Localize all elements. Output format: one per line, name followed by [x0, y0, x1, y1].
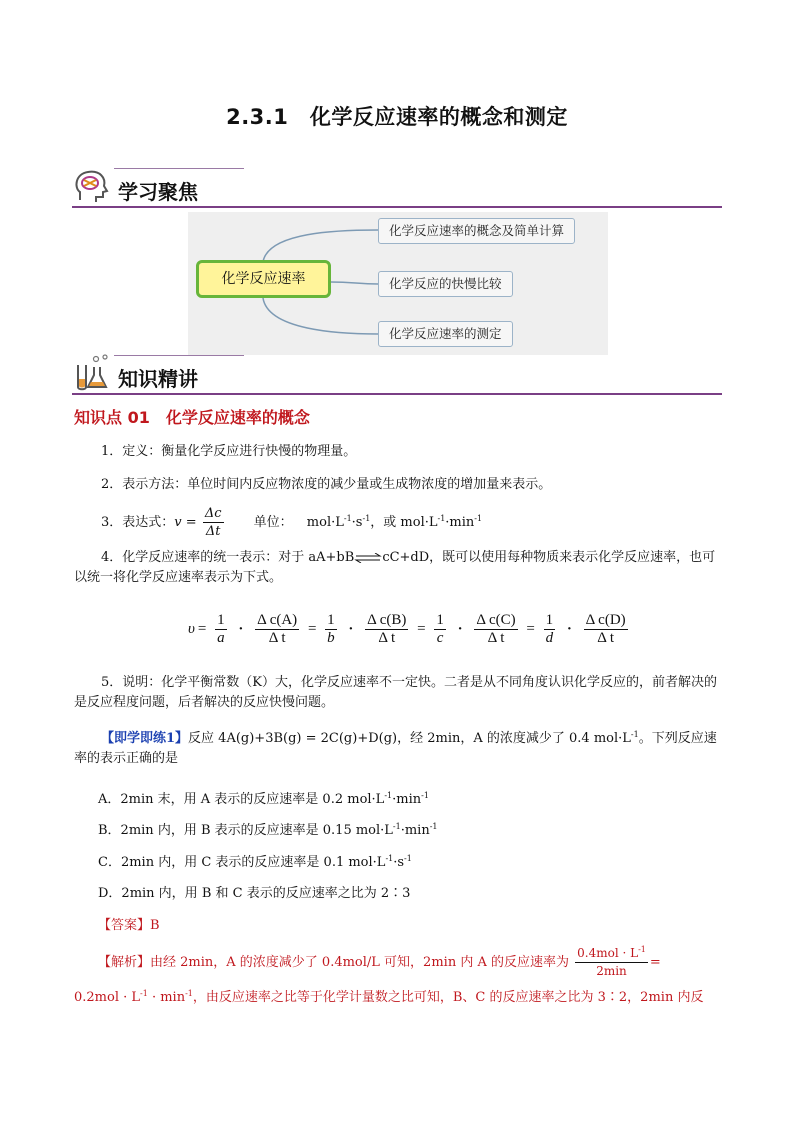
- answer-value: B: [150, 918, 160, 933]
- paragraph-unified: 4．化学反应速率的统一表示：对于 aA+bB cC+dD，既可以使用每种物质来表示化学反应速率，也可以统一将化学反应速率表示为下式。: [74, 550, 716, 585]
- delta-fraction-b: $\frac{\text{Δ c(B)}}{\text{Δ t}}$: [367, 612, 407, 646]
- reversible-arrow-icon: [354, 553, 382, 563]
- option-a: A．2min 末，用 A 表示的反应速率是 0.2 $mol\cdot L^{-1}\cdot\min^{-1}$: [98, 791, 429, 807]
- coef-fraction-b: $\frac{1}{b}$: [327, 612, 335, 646]
- mind-map-node: 化学反应速率的测定: [378, 321, 513, 347]
- rate-equation: υ = $\frac{1}{a}$ · $\frac{\text{Δ c(A)}}{\text{Δ t}}$ = $\frac{1}{b}$ · $\frac{\text{Δ c(B)}}{\text{Δ t}}$ = $\frac{1}{c}$ · $\frac{\text{Δ c(C)}}{\text{Δ t}}$ = $\frac{1}{d}$ · $\frac{\text{Δ c(D)}}{\text{Δ t}}$: [188, 612, 626, 646]
- section-header-knowledge: [72, 355, 722, 395]
- paragraph-note: 5．说明：化学平衡常数（K）大，化学反应速率不一定快。二者是从不同角度认识化学反应的，前者解决的是反应程度问题，后者解决的反应快慢问题。: [74, 675, 717, 710]
- delta-fraction-d: $\frac{\text{Δ c(D)}}{\text{Δ t}}$: [585, 612, 626, 646]
- mind-map-node: 化学反应的快慢比较: [378, 271, 513, 297]
- practice-question: 【即学即练1】反应 4A(g)+3B(g) = 2C(g)+D(g)，经 2min，A 的浓度减少了 0.4 $mol\cdot L^{-1}$。下列反应速率的表示正确的是: [74, 730, 717, 766]
- fraction-denominator: Δt: [205, 524, 221, 539]
- mind-map: [188, 212, 608, 355]
- option-c: C．2min 内，用 C 表示的反应速率是 0.1 $mol\cdot L^{-1}\cdot s^{-1}$: [98, 854, 412, 870]
- header-rule: [72, 393, 722, 395]
- practice-tag: 【即学即练1】: [101, 731, 189, 746]
- paragraph-expression: [74, 505, 724, 540]
- velocity-symbol: v: [174, 515, 182, 530]
- header-top-rule: [114, 355, 244, 356]
- coef-fraction-d: $\frac{1}{d}$: [545, 612, 554, 646]
- mind-map-node: 化学反应速率的概念及简单计算: [378, 218, 575, 244]
- explanation-line-1: 【解析】由经 2min，A 的浓度减少了 0.4mol/L 可知，2min 内 A 的反应速率为 $\frac{0.4mol \cdot L^{-1}}{2\min}$ =: [98, 945, 661, 978]
- delta-fraction-c: $\frac{\text{Δ c(C)}}{\text{Δ t}}$: [476, 612, 516, 646]
- expression-prefix: 3．表达式：: [101, 515, 175, 530]
- section-label: 学习聚焦: [118, 180, 198, 204]
- page-title: 2.3.1 化学反应速率的概念和测定: [226, 105, 568, 129]
- section-label: 知识精讲: [118, 367, 198, 391]
- header-top-rule: [114, 168, 244, 169]
- delta-fraction-a: $\frac{\text{Δ c(A)}}{\text{Δ t}}$: [257, 612, 298, 646]
- explanation-tag: 【解析】: [98, 955, 151, 970]
- paragraph-method: 2．表示方法：单位时间内反应物浓度的减少量或生成物浓度的增加量来表示。: [101, 477, 552, 492]
- section-header-focus: [72, 168, 722, 208]
- paragraph-definition: 1．定义：衡量化学反应进行快慢的物理量。: [101, 444, 357, 459]
- coef-fraction-c: $\frac{1}{c}$: [436, 612, 444, 646]
- fraction-numerator: Δc: [204, 506, 222, 521]
- answer-line: [98, 916, 748, 936]
- equals-sign: =: [185, 515, 197, 530]
- option-d: D．2min 内，用 B 和 C 表示的反应速率之比为 2∶3: [98, 886, 411, 901]
- coef-fraction-a: $\frac{1}{a}$: [217, 612, 225, 646]
- rate-fraction: [203, 505, 224, 540]
- lab-flask-icon: [72, 353, 112, 393]
- brain-head-icon: [72, 166, 112, 206]
- option-b: B．2min 内，用 B 表示的反应速率是 0.15 $mol\cdot L^{-1}\cdot\min^{-1}$: [98, 822, 438, 838]
- answer-tag: 【答案】: [98, 918, 151, 933]
- unit-label: 单位：: [253, 515, 293, 530]
- explanation-line-2: $0.2mol \cdot L^{-1} \cdot \min^{-1}$，由反应速率之比等于化学计量数之比可知，B、C 的反应速率之比为 3∶2，2min 内反: [74, 989, 704, 1005]
- knowledge-point-title: 知识点 01 化学反应速率的概念: [74, 408, 310, 427]
- explanation-fraction: $\frac{0.4mol \cdot L^{-1}}{2\min}$: [577, 945, 646, 978]
- unit-value: $mol\cdot L^{-1}\cdot s^{-1}$，或 $mol\cdot L^{-1}\cdot\min^{-1}$: [306, 514, 483, 530]
- mind-map-center: 化学反应速率: [196, 260, 331, 298]
- header-rule: [72, 206, 722, 208]
